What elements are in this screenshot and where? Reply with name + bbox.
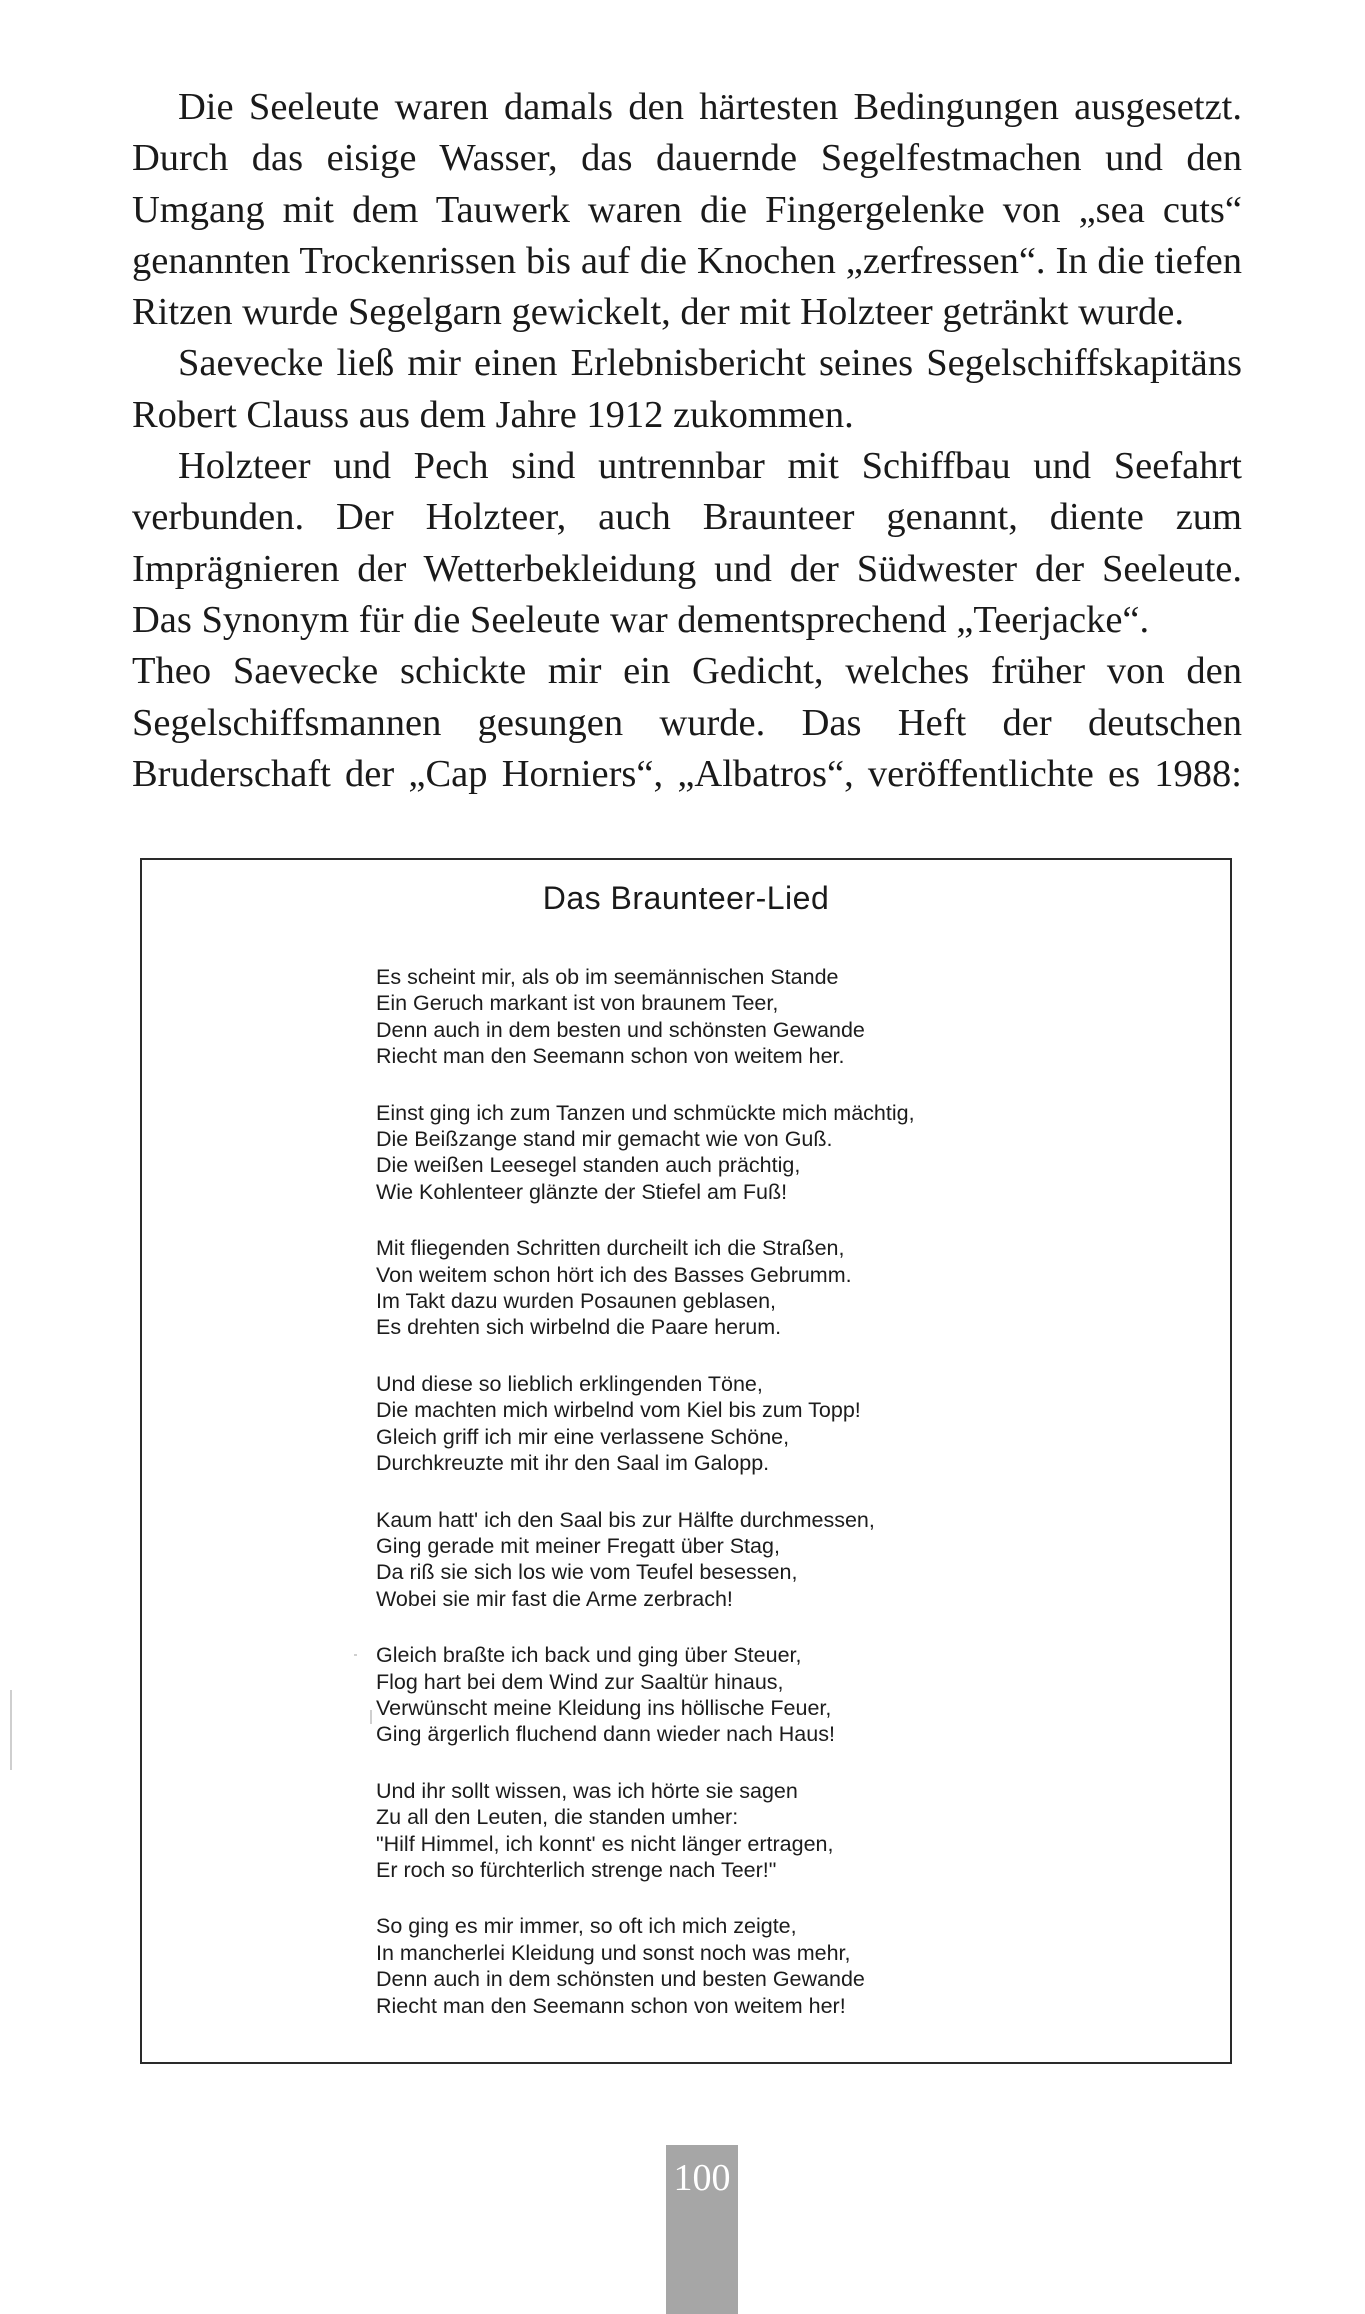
poem-line: Er roch so fürchterlich strenge nach Teer!" xyxy=(376,1857,777,1882)
poem-line: Verwünscht meine Kleidung ins höllische Feuer, xyxy=(376,1695,832,1720)
paragraph: Saevecke ließ mir einen Erlebnisbericht seines Segelschiffskapitäns Robert Clauss aus dem Jahre 1912 zukommen. xyxy=(132,342,1242,436)
poem-line: "Hilf Himmel, ich konnt' es nicht länger ertragen, xyxy=(376,1831,834,1856)
poem-line: Im Takt dazu wurden Posaunen geblasen, xyxy=(376,1289,777,1314)
poem-title: Das Braunteer-Lied xyxy=(542,880,830,916)
poem-line: Die Beißzange stand mir gemacht wie von Guß. xyxy=(376,1127,833,1152)
poem-line: Riecht man den Seemann schon von weitem her. xyxy=(376,1044,845,1069)
poem-line: In mancherlei Kleidung und sonst noch was mehr, xyxy=(376,1940,851,1965)
scan-mark xyxy=(10,1690,12,1770)
poem-line: So ging es mir immer, so oft ich mich zeigte, xyxy=(376,1914,797,1939)
poem-box xyxy=(140,858,1232,2064)
poem-stanza xyxy=(376,1642,1216,1748)
poem-line: Mit fliegenden Schritten durcheilt ich die Straßen, xyxy=(376,1236,845,1261)
poem-stanza xyxy=(376,1913,1216,2019)
poem-line: Gleich braßte ich back und ging über Steuer, xyxy=(376,1643,802,1668)
poem-line: Riecht man den Seemann schon von weitem her! xyxy=(376,1993,846,2018)
page-number: 100 xyxy=(666,2145,738,2314)
poem-stanza xyxy=(376,1100,1216,1206)
poem-line: Da riß sie sich los wie vom Teufel besessen, xyxy=(376,1560,798,1585)
poem-line: Denn auch in dem besten und schönsten Gewande xyxy=(376,1017,865,1042)
poem-line: Es scheint mir, als ob im seemännischen Stande xyxy=(376,965,839,989)
poem-line: Von weitem schon hört ich des Basses Gebrumm. xyxy=(376,1262,852,1287)
poem-line: Kaum hatt' ich den Saal bis zur Hälfte durchmessen, xyxy=(376,1507,875,1532)
paragraph: Theo Saevecke schickte mir ein Gedicht, welches früher von den Segelschiffsmannen gesungen wurde. Das Heft der deutschen Bruderschaft der „Cap Horniers“, „Albatros“, veröffentlichte es 1988: xyxy=(132,650,1242,795)
poem-line: Die weißen Leesegel standen auch prächtig, xyxy=(376,1153,801,1178)
poem-line: Und ihr sollt wissen, was ich hörte sie sagen xyxy=(376,1778,798,1803)
paragraph: Die Seeleute waren damals den härtesten Bedingungen ausgesetzt. Durch das eisige Wasser, das dauernde Segelfestmachen und den Umgang mit dem Tauwerk waren die Fingergelenke von „sea cuts“ genannten Trockenrissen bis auf die Knochen „zerfressen“. In die tiefen Ritzen wurde Segelgarn gewickelt, der mit Holzteer getränkt wurde. xyxy=(132,86,1242,334)
poem-line: Die machten mich wirbelnd vom Kiel bis zum Topp! xyxy=(376,1398,861,1423)
poem-line: Ging gerade mit meiner Fregatt über Stag, xyxy=(376,1533,780,1558)
poem-line: Wie Kohlenteer glänzte der Stiefel am Fuß! xyxy=(376,1179,788,1204)
poem-stanza xyxy=(376,964,1216,1070)
poem-line: Ein Geruch markant ist von braunem Teer, xyxy=(376,991,779,1016)
poem-stanza xyxy=(376,1778,1216,1884)
body-text xyxy=(132,82,1242,800)
poem-line: Zu all den Leuten, die standen umher: xyxy=(376,1805,739,1830)
poem-line: Ging ärgerlich fluchend dann wieder nach Haus! xyxy=(376,1722,835,1747)
poem-stanza xyxy=(376,1235,1216,1341)
poem-line: Und diese so lieblich erklingenden Töne, xyxy=(376,1371,763,1396)
poem-line: Flog hart bei dem Wind zur Saaltür hinaus, xyxy=(376,1669,784,1694)
scan-mark xyxy=(354,1654,357,1656)
poem-line: Denn auch in dem schönsten und besten Gewande xyxy=(376,1967,865,1992)
poem-stanza xyxy=(376,1371,1216,1477)
poem-line: Durchkreuzte mit ihr den Saal im Galopp. xyxy=(376,1451,770,1476)
poem-stanza xyxy=(376,1507,1216,1613)
paragraph: Holzteer und Pech sind untrennbar mit Schiffbau und Seefahrt verbunden. Der Holzteer, auch Braunteer genannt, diente zum Imprägnieren der Wetterbekleidung und der Südwester der Seeleute. Das Synonym für die Seeleute war dementsprechend „Teerjacke“. xyxy=(132,445,1242,641)
poem-line: Wobei sie mir fast die Arme zerbrach! xyxy=(376,1586,733,1611)
poem-body xyxy=(376,964,1216,2019)
poem-line: Gleich griff ich mir eine verlassene Schöne, xyxy=(376,1424,790,1449)
poem-line: Es drehten sich wirbelnd die Paare herum. xyxy=(376,1315,782,1340)
scan-mark xyxy=(370,1710,372,1724)
poem-line: Einst ging ich zum Tanzen und schmückte mich mächtig, xyxy=(376,1100,915,1125)
